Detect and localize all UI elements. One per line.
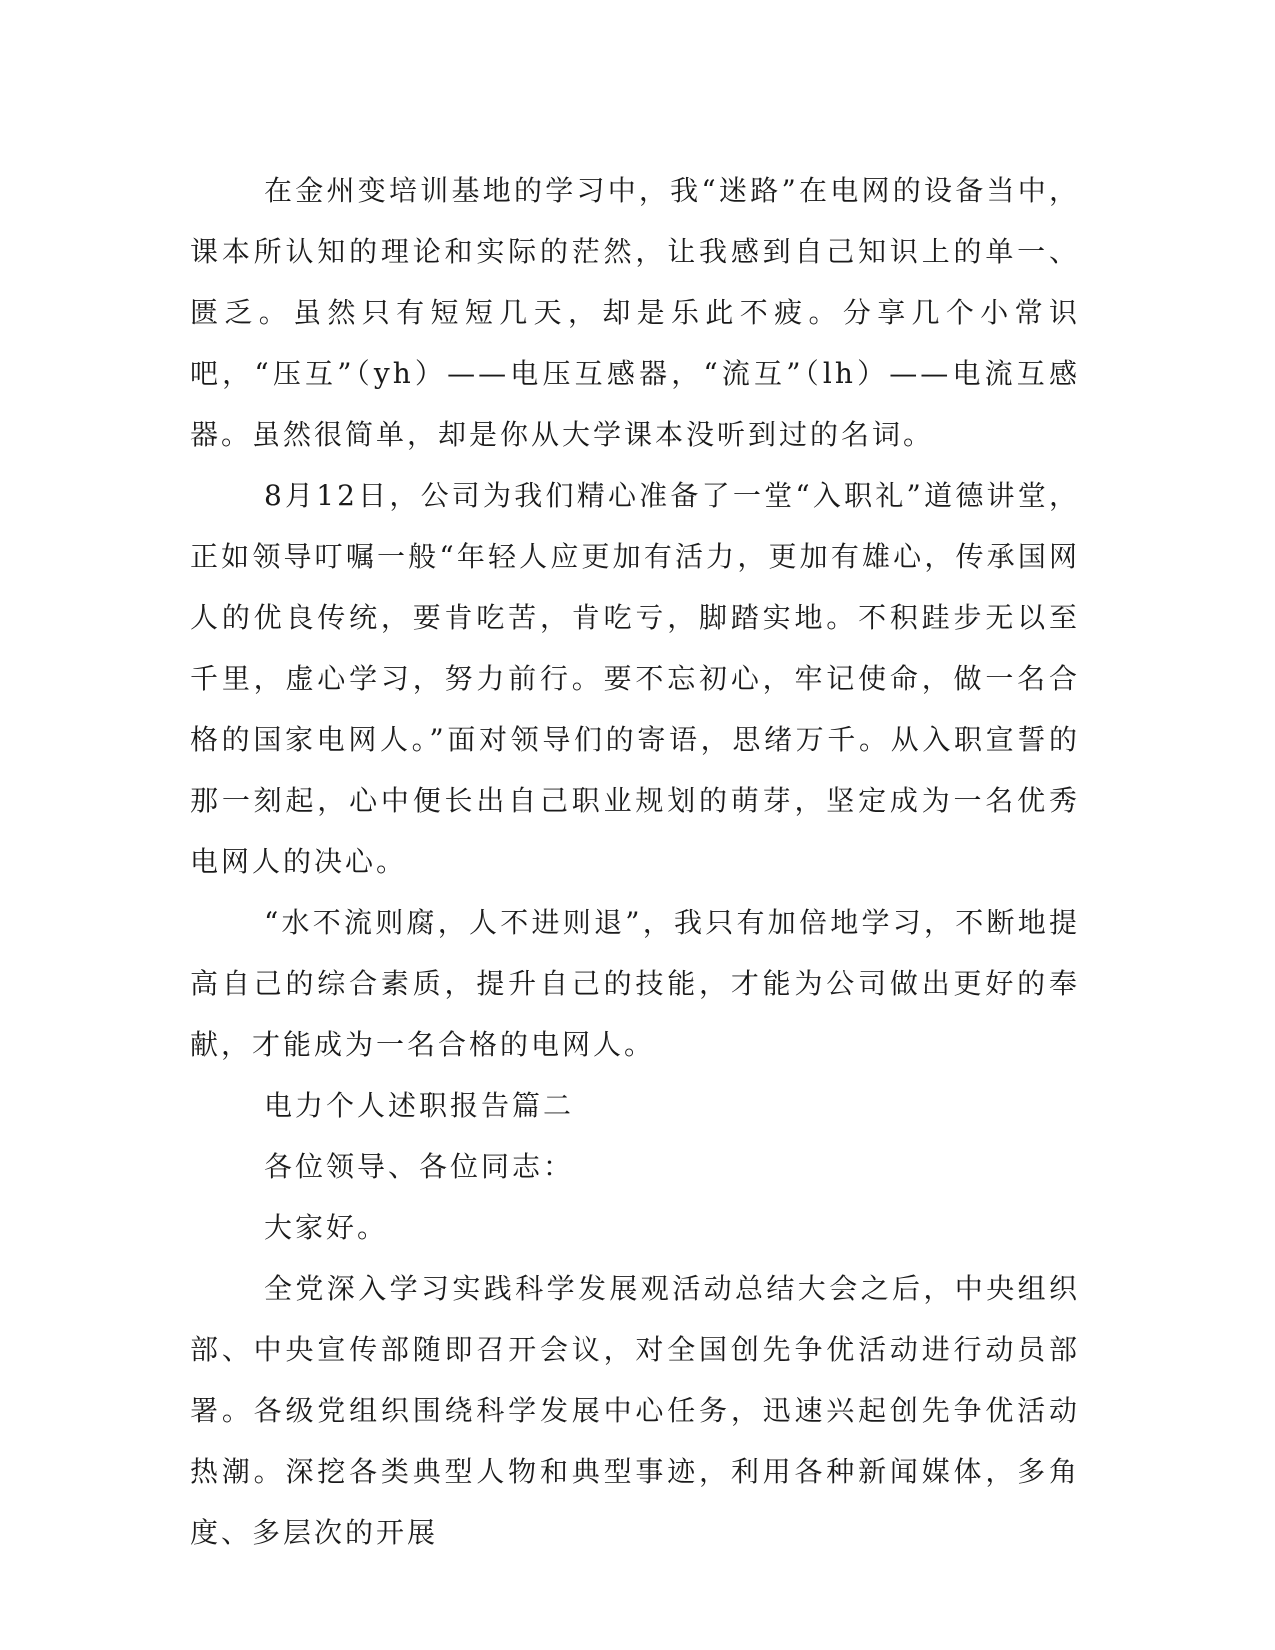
salutation: 各位领导、各位同志： xyxy=(264,1150,575,1183)
paragraph-training-base: 在金州变培训基地的学习中，我“迷路”在电网的设备当中，课本所认知的理论和实际的茫然，让我感到自己知识上的单一、匮乏。虽然只有短短几天，却是乐此不疲。分享几个小常识吧，“压互”（yh）——电压互感器，“流互”（lh）——电流互感器。虽然很简单，却是你从大学课本没听到过的名词。 xyxy=(190,174,1080,451)
paragraph-campaign: 全党深入学习实践科学发展观活动总结大会之后，中央组织部、中央宣传部随即召开会议，对全国创先争优活动进行动员部署。各级党组织围绕科学发展中心任务，迅速兴起创先争优活动热潮。深挖各类典型人物和典型事迹，利用各种新闻媒体，多角度、多层次的开展 xyxy=(190,1272,1080,1549)
paragraph-induction-ceremony: 8月12日，公司为我们精心准备了一堂“入职礼”道德讲堂，正如领导叮嘱一般“年轻人应更加有活力，更加有雄心，传承国网人的优良传统，要肯吃苦，肯吃亏，脚踏实地。不积跬步无以至千里，虚心学习，努力前行。要不忘初心，牢记使命，做一名合格的国家电网人。”面对领导们的寄语，思绪万千。从入职宣誓的那一刻起，心中便长出自己职业规划的萌芽，坚定成为一名优秀电网人的决心。 xyxy=(190,479,1080,878)
paragraph-continuous-learning: “水不流则腐，人不进则退”，我只有加倍地学习，不断地提高自己的综合素质，提升自己的技能，才能为公司做出更好的奉献，才能成为一名合格的电网人。 xyxy=(190,906,1080,1061)
document-body xyxy=(190,160,1080,1563)
section-title: 电力个人述职报告篇二 xyxy=(264,1089,575,1122)
greeting: 大家好。 xyxy=(264,1211,389,1244)
